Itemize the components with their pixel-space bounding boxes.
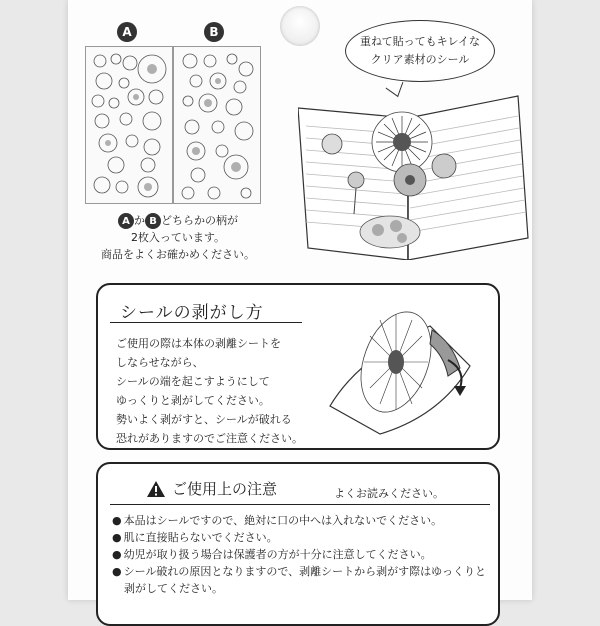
caution-item-2: ● 肌に直接貼らないでください。	[112, 529, 502, 546]
peel-title: シールの剥がし方	[120, 303, 264, 323]
peel-line-4: ゆっくりと剥がしてください。	[116, 394, 270, 407]
peel-illustration	[320, 296, 482, 436]
sticker-sheet-a	[85, 46, 173, 204]
caution-heading	[146, 478, 277, 499]
bubble-line2: クリア素材のシール	[370, 53, 470, 66]
badge-b: B	[204, 22, 224, 42]
pattern-note-line1	[98, 212, 258, 229]
peel-line-1: ご使用の際は本体の剥離シートを	[116, 337, 281, 350]
peel-line-6: 恐れがありますのでご注意ください。	[116, 432, 303, 445]
badge-a-inline: A	[118, 213, 134, 229]
warning-triangle-icon	[146, 480, 166, 498]
pattern-note-line2: 2枚入っています。	[130, 231, 226, 244]
caution-item-4: ● シール破れの原因となりますので、剥離シートから剥がす際はゆっくりと	[112, 563, 502, 580]
bubble-line1: 重ねて貼ってもキレイな	[359, 35, 481, 48]
sheet-b-flowers	[174, 47, 260, 203]
notebook-illustration	[298, 88, 530, 260]
pattern-note-or: か	[134, 214, 145, 227]
badge-b-inline: B	[145, 213, 161, 229]
hang-hole	[280, 6, 320, 46]
caution-item-4-cont: 剥がしてください。	[124, 582, 223, 595]
pattern-note	[98, 212, 258, 263]
sticker-sheet-b	[173, 46, 261, 204]
sheet-a-flowers	[86, 47, 172, 203]
peel-instructions	[116, 334, 326, 448]
caution-title: ご使用上の注意	[172, 480, 278, 498]
speech-bubble	[345, 20, 495, 82]
peel-line-3: シールの端を起こすようにして	[116, 375, 270, 388]
caution-item-1: ● 本品はシールですので、絶対に口の中へは入れないでください。	[112, 512, 502, 529]
badge-a: A	[117, 22, 137, 42]
peel-title-underline	[110, 322, 302, 323]
pattern-note-either: どちらかの柄が	[161, 214, 238, 227]
caution-item-3: ● 幼児が取り扱う場合は保護者の方が十分に注意してください。	[112, 546, 502, 563]
peel-line-5: 勢いよく剥がすと、シールが破れる	[116, 413, 292, 426]
pattern-note-line3: 商品をよくお確かめください。	[101, 248, 255, 261]
caution-underline	[110, 504, 490, 505]
peel-line-2: しならせながら、	[116, 356, 204, 369]
caution-list	[112, 512, 502, 597]
caution-subtitle: よくお読みください。	[334, 487, 444, 500]
